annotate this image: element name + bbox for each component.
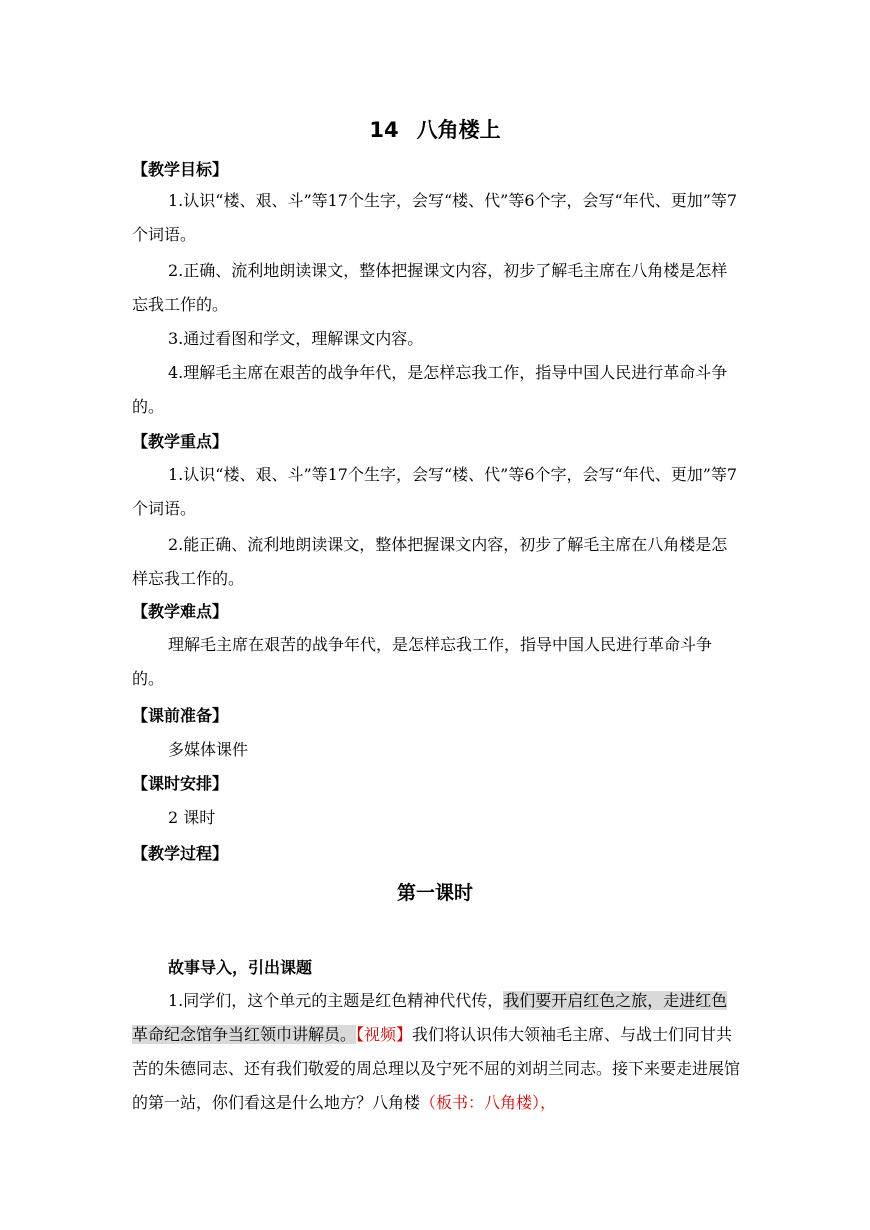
highlighted-text: 我们要开启红色之旅，走进红色革命纪念馆争当红领巾讲解员。 [132, 991, 728, 1044]
schedule-heading: 【课时安排】 [132, 774, 229, 793]
goal-item-2: 2.正确、流利地朗读课文，整体把握课文内容，初步了解毛主席在八角楼是怎样忘我工作的。 [132, 261, 728, 314]
paragraph-text-start: 1.同学们，这个单元的主题是红色精神代代传， [168, 991, 504, 1010]
section-title: 故事导入，引出课题 [168, 958, 313, 977]
goal-item-1: 1.认识“楼、艰、斗”等17个生字，会写“楼、代”等6个字，会写“年代、更加”等7个词语。 [132, 191, 738, 244]
key-points-heading: 【教学重点】 [132, 432, 229, 451]
page-title [0, 114, 870, 146]
goal-item-4: 4.理解毛主席在艰苦的战争年代，是怎样忘我工作，指导中国人民进行革命斗争的。 [132, 363, 728, 416]
difficulty-text: 理解毛主席在艰苦的战争年代，是怎样忘我工作，指导中国人民进行革命斗争的。 [132, 635, 713, 688]
key-point-item-2: 2.能正确、流利地朗读课文，整体把握课文内容，初步了解毛主席在八角楼是怎样忘我工作的。 [132, 535, 728, 588]
lesson-title: 第一课时 [396, 882, 473, 904]
key-point-item-1: 1.认识“楼、艰、斗”等17个生字，会写“楼、代”等6个字，会写“年代、更加”等7个词语。 [132, 465, 738, 518]
title-number: 14 [369, 118, 399, 142]
goals-heading: 【教学目标】 [132, 160, 229, 179]
title-text: 八角楼上 [416, 118, 501, 142]
process-heading: 【教学过程】 [132, 844, 229, 863]
paragraph-text-body: 我们将认识伟大领袖毛主席、与战士们同甘共苦的朱德同志、还有我们敬爱的周总理以及宁死不屈的刘胡兰同志。接下来要走进展馆的第一站，你们看这是什么地方？八角楼 [132, 1025, 741, 1112]
goal-item-3: 3.通过看图和学文，理解课文内容。 [168, 329, 424, 348]
prep-text: 多媒体课件 [168, 740, 249, 759]
prep-heading: 【课前准备】 [132, 706, 229, 725]
difficulty-heading: 【教学难点】 [132, 602, 229, 621]
video-tag: 【视频】 [356, 1025, 413, 1044]
lesson-paragraph-1 [132, 984, 740, 1120]
schedule-text: 2 课时 [168, 808, 216, 827]
board-note: （板书：八角楼）， [420, 1093, 557, 1112]
